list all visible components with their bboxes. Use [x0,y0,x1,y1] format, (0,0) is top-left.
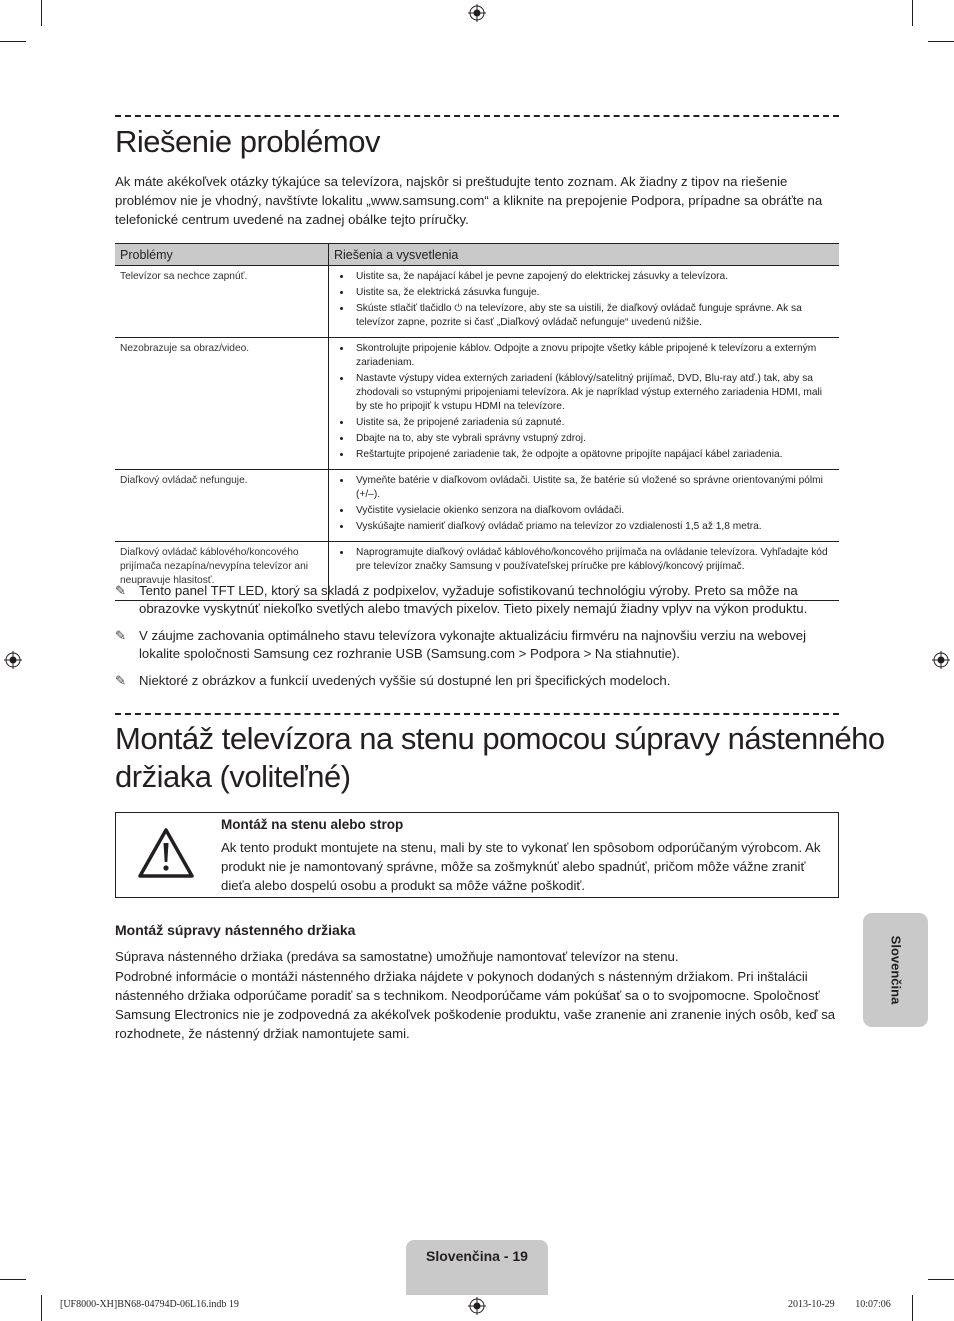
troubleshooting-intro: Ak máte akékoľvek otázky týkajúce sa televízora, najskôr si preštudujte tento zoznam. Ak žiadny z tipov na riešenie problémov nie je vhodný, navštívte lokalitu „www.samsung.com“ a kliknite na prepojenie Podpora, prípadne sa obráťte na telefonické centrum uvedené na zadnej obálke tejto príručky. [115,174,823,227]
solution-item: • Reštartujte pripojené zariadenie tak, že odpojte a opätovne pripojíte napájací kábel zariadenia. [352,448,834,462]
problem-cell: Diaľkový ovládač nefunguje. [115,470,329,542]
note-text: Niektoré z obrázkov a funkcií uvedených vyššie sú dostupné len pri špecifických modeloch. [139,673,671,688]
warning-text: Ak tento produkt montujete na stenu, mali by ste to vykonať len spôsobom odporúčaným výrobcom. Ak produkt nie je namontovaný správne, môže sa zošmyknúť alebo spadnúť, pričom môže vážne zraniť dieťa alebo dospelú osobu a produkt sa môže vážne poškodiť. [221,840,821,893]
problem-cell: Diaľkový ovládač káblového/koncového prijímača nezapína/nevypína televízor ani neupravuje hlasitosť. [115,542,329,601]
note-pencil-icon: ✎ [115,583,127,598]
note-item [115,627,845,663]
solution-item: • Naprogramujte diaľkový ovládač káblového/koncového prijímača na ovládanie televízora. Vyhľadajte kód pre televízor značky Samsung v používateľskej príručke pre káblový/koncový prijímač. [352,546,834,574]
note-item [115,582,845,618]
solutions-cell [329,470,840,542]
registration-mark-icon [4,651,22,669]
solutions-cell [329,338,840,470]
note-text: Tento panel TFT LED, ktorý sa skladá z podpixelov, vyžaduje sofistikovanú technológiu výroby. Preto sa môže na obrazovke vyskytnúť niekoľko svetlých alebo tmavých pixelov. Tieto pixely nemajú žiadny vplyv na výkon produktu. [139,583,808,616]
registration-mark-icon [932,651,950,669]
crop-mark [41,0,42,26]
column-header-solutions: Riešenia a vysvetlenia [329,244,840,266]
column-header-problems: Problémy [115,244,329,266]
solution-item: • Uistite sa, že napájací kábel je pevne zapojený do elektrickej zásuvky a televízora. [352,270,834,284]
crop-mark [912,0,913,26]
page-number-label: Slovenčina - 19 [426,1248,528,1264]
footer-timestamp: 2013-10-29 ￿￿ 10:07:06 [788,1299,891,1310]
problem-cell: Nezobrazuje sa obraz/video. [115,338,329,470]
note-item [115,672,845,690]
section-title-wall-mount: Montáž televízora na stenu pomocou súpravy nástenného [115,721,885,756]
language-side-tab-label: Slovenčina [888,935,904,1005]
solution-item: • Skúste stlačiť tlačidlo ⏻ na televízore, aby ste sa uistili, že diaľkový ovládač funguje správne. Ak sa televízor zapne, pozrite si časť „Diaľkový ovládač nefunguje“ uvedenú nižšie. [352,302,834,330]
language-side-tab [863,913,928,1027]
footer-file-info: [UF8000-XH]BN68-04794D-06L16.indb 19 [60,1299,239,1310]
solution-item: • Vyskúšajte namieriť diaľkový ovládač priamo na televízor zo vzdialenosti 1,5 až 1,8 metra. [352,520,834,534]
solution-item: • Uistite sa, že pripojené zariadenia sú zapnuté. [352,416,834,430]
solution-item: • Nastavte výstupy videa externých zariadení (káblový/satelitný prijímač, DVD, Blu-ray atď.) tak, aby sa zhodovali so vstupnými pripojeniami televízora. Ak je napríklad výstup externého zariadenia HDMI, mali by ste ho pripojiť k vstupu HDMI na televízore. [352,372,834,414]
table-header-row [115,244,839,266]
warning-title: Montáž na stenu alebo strop [221,817,404,832]
note-pencil-icon: ✎ [115,628,127,643]
wall-mount-paragraph-2: Podrobné informácie o montáži nástenného držiaka nájdete v pokynoch dodaných s nástenným držiakom. Pri inštalácii nástenného držiaka odporúčame poradiť sa s technikom. Neodporúčame vám pokúšať sa o to svojpomocne. Spoločnosť Samsung Electronics nie je zodpovedná za akékoľvek poškodenie produktu, vaše zranenie ani zranenie iných osôb, keď sa rozhodnete, že nástenný držiak namontujete sami. [115,969,836,1041]
subheading-wall-mount-kit: Montáž súpravy nástenného držiaka [115,922,356,938]
crop-mark [0,41,26,42]
solution-item: • Uistite sa, že elektrická zásuvka funguje. [352,286,834,300]
solution-item: • Skontrolujte pripojenie káblov. Odpojte a znovu pripojte všetky káble pripojené k televízoru a externým zariadeniam. [352,342,834,370]
wall-mount-paragraph-1: Súprava nástenného držiaka (predáva sa samostatne) umožňuje namontovať televízor na stenu. [115,949,679,964]
section-divider [115,713,839,715]
solution-item: • Dbajte na to, aby ste vybrali správny vstupný zdroj. [352,432,834,446]
solution-item: • Vymeňte batérie v diaľkovom ovládači. Uistite sa, že batérie sú vložené so správne orientovanými pólmi (+/–). [352,474,834,502]
table-row [115,338,839,470]
registration-mark-icon [468,1297,486,1315]
warning-triangle-icon [137,827,195,879]
warning-box [115,812,839,898]
page-number-box [406,1240,548,1295]
solutions-cell [329,266,840,338]
problem-cell: Televízor sa nechce zapnúť. [115,266,329,338]
table-row [115,470,839,542]
registration-mark-icon [468,4,486,22]
solution-item: • Vyčistite vysielacie okienko senzora na diaľkovom ovládači. [352,504,834,518]
crop-mark [912,1295,913,1321]
note-pencil-icon: ✎ [115,673,127,688]
crop-mark [41,1295,42,1321]
section-divider [115,115,839,117]
table-row [115,266,839,338]
note-text: V záujme zachovania optimálneho stavu televízora vykonajte aktualizáciu firmvéru na najnovšiu verziu na webovej lokalite spoločnosti Samsung cez rozhranie USB (Samsung.com > Podpora > Na stiahnutie). [139,628,807,661]
troubleshooting-table [115,243,839,601]
crop-mark [928,1279,954,1280]
section-title-troubleshooting: Riešenie problémov [115,124,380,159]
crop-mark [0,1279,26,1280]
crop-mark [928,41,954,42]
section-title-wall-mount-line2: držiaka (voliteľné) [115,759,351,794]
